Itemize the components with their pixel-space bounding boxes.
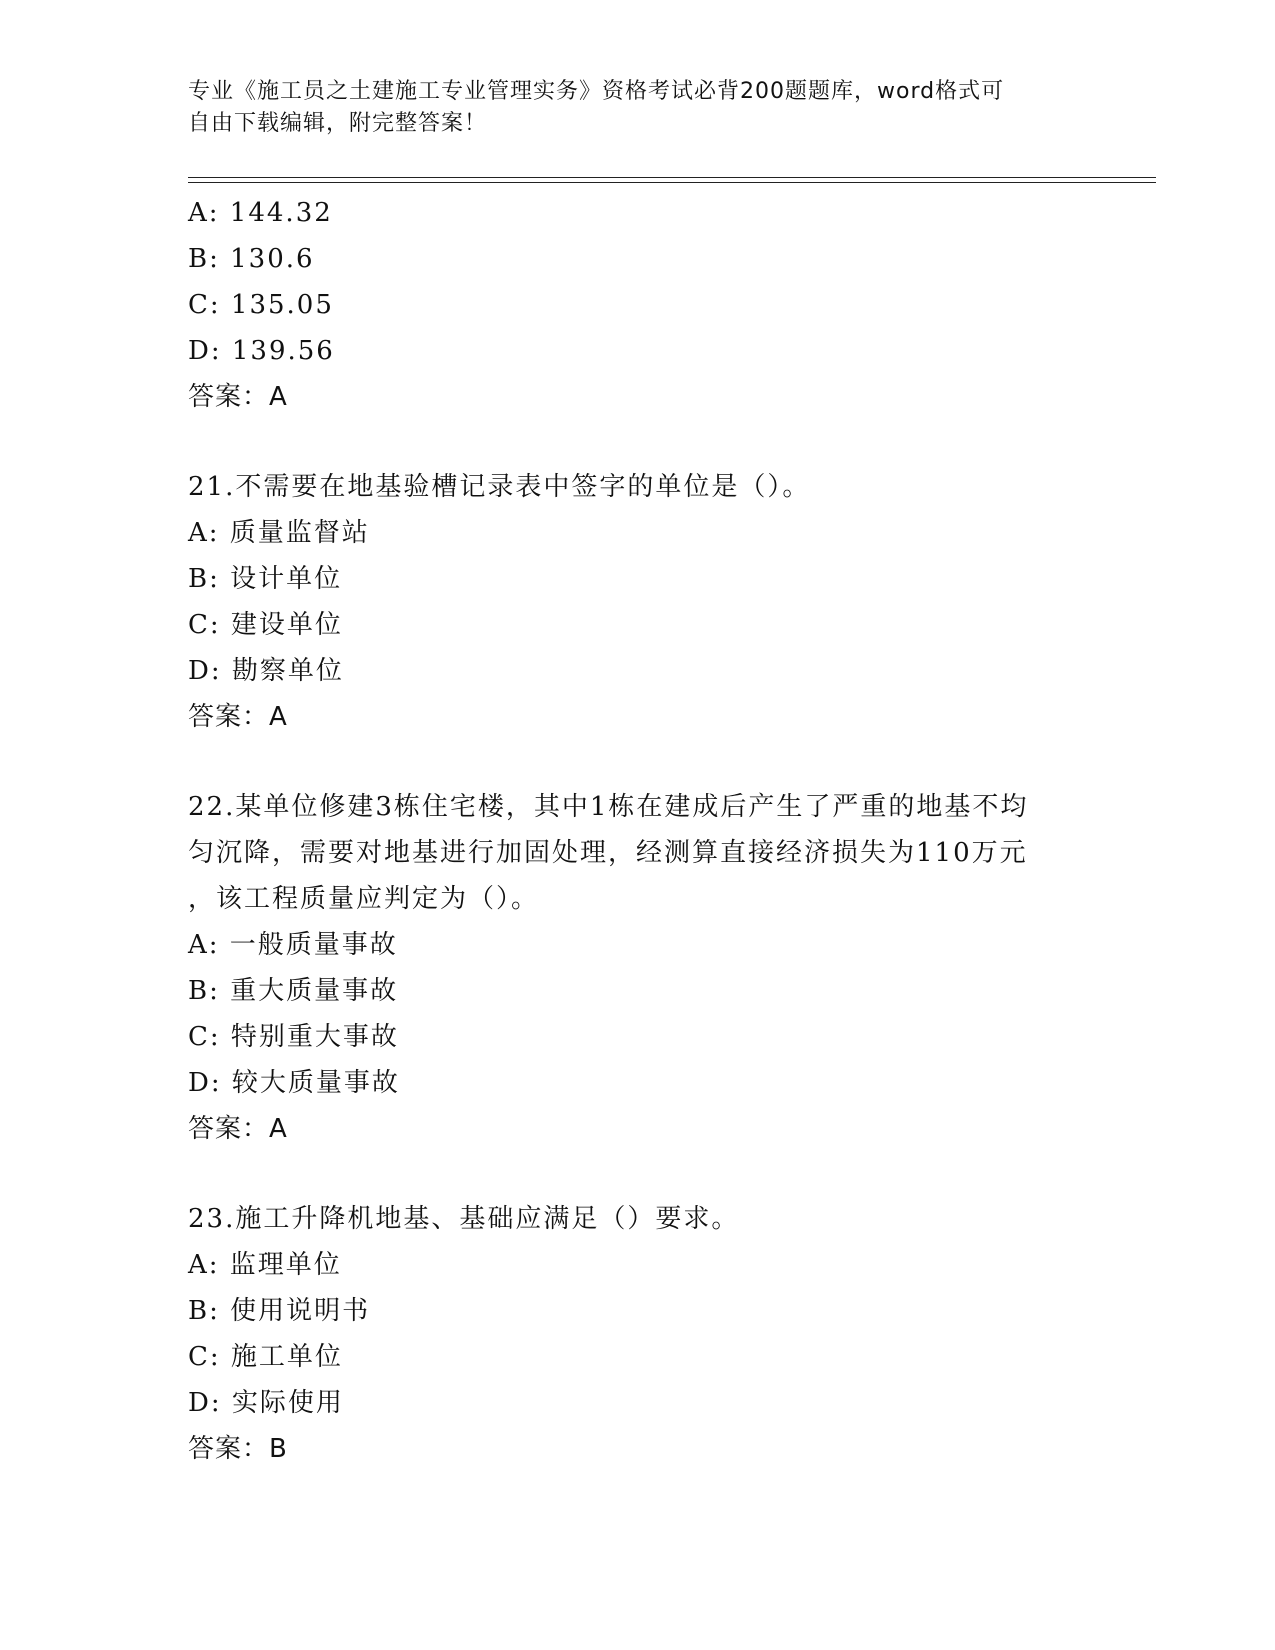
answer-line: 答案：A (188, 382, 288, 412)
header-line-2: 自由下载编辑，附完整答案！ (188, 111, 488, 136)
question-23 (188, 1196, 1088, 1472)
option-d: D: 139.56 (188, 336, 335, 366)
answer-line: 答案：B (188, 1434, 288, 1464)
header-divider-top (188, 177, 1156, 178)
option-d: D: 较大质量事故 (188, 1068, 400, 1098)
option-b: B: 使用说明书 (188, 1296, 371, 1326)
question-22 (188, 784, 1088, 1152)
question-stem: 21.不需要在地基验槽记录表中签字的单位是（）。 (188, 472, 811, 502)
document-header (188, 76, 1088, 140)
option-d: D: 勘察单位 (188, 656, 344, 686)
header-divider-bottom (188, 182, 1156, 183)
option-a: A: 质量监督站 (188, 518, 370, 548)
option-c: C: 施工单位 (188, 1342, 343, 1372)
option-b: B: 设计单位 (188, 564, 343, 594)
option-a: A: 一般质量事故 (188, 930, 398, 960)
answer-line: 答案：A (188, 1114, 288, 1144)
option-c: C: 建设单位 (188, 610, 343, 640)
question-stem-line-1: 22.某单位修建3栋住宅楼，其中1栋在建成后产生了严重的地基不均 (188, 792, 1029, 822)
option-a: A: 144.32 (188, 198, 333, 228)
option-b: B: 130.6 (188, 244, 315, 274)
option-c: C: 135.05 (188, 290, 334, 320)
header-line-1: 专业《施工员之土建施工专业管理实务》资格考试必背200题题库，word格式可 (188, 79, 1005, 104)
question-stem-line-3: ，该工程质量应判定为（）。 (188, 884, 540, 914)
option-c: C: 特别重大事故 (188, 1022, 399, 1052)
question-stem: 23.施工升降机地基、基础应满足（）要求。 (188, 1204, 740, 1234)
question-content (188, 190, 1088, 1472)
option-b: B: 重大质量事故 (188, 976, 399, 1006)
question-stem-line-2: 匀沉降，需要对地基进行加固处理，经测算直接经济损失为110万元 (188, 838, 1028, 868)
answer-line: 答案：A (188, 702, 288, 732)
option-a: A: 监理单位 (188, 1250, 342, 1280)
previous-question-block (188, 190, 1088, 420)
question-21 (188, 464, 1088, 740)
option-d: D: 实际使用 (188, 1388, 344, 1418)
